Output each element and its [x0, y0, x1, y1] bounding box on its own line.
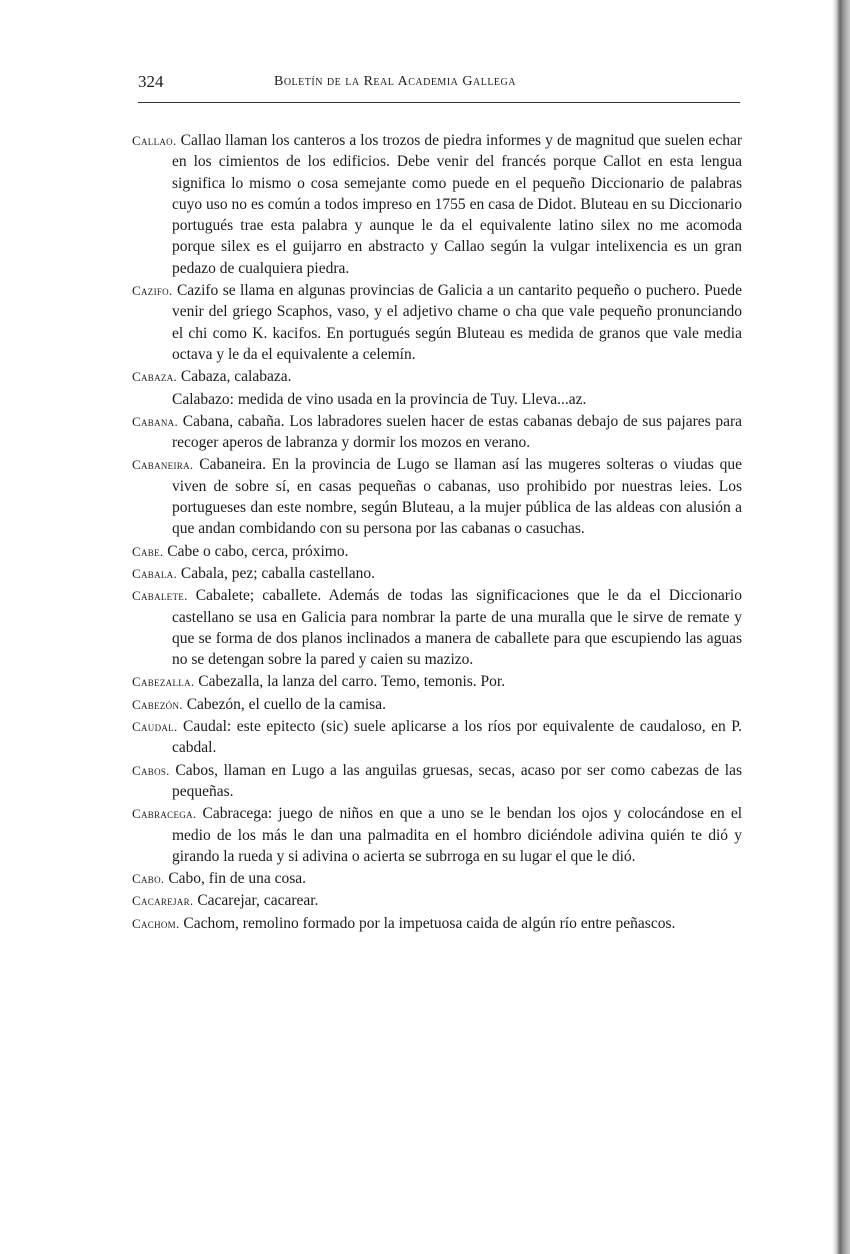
definition: Cabana, cabaña. Los labradores suelen hacer de estas cabanas debajo de sus pajares para recoger aperos de labranza y dormir los mozos en verano.: [172, 412, 743, 452]
entry-cacarejar: [132, 890, 742, 911]
headword: Cazifo.: [132, 283, 173, 299]
entry-cabalete: [132, 585, 742, 670]
entry-cabaza: [132, 366, 742, 387]
headword: Cabos.: [132, 762, 170, 778]
definition: Cabe o cabo, cerca, próximo.: [167, 542, 349, 560]
headword: Cabo.: [132, 871, 165, 887]
headword: Cachom.: [132, 915, 180, 931]
entry-callao: [132, 130, 742, 279]
entry-cabezalla: [132, 671, 742, 692]
entry-cabo: [132, 868, 742, 889]
entry-cabracega: [132, 803, 742, 867]
entry-cabezon: [132, 694, 742, 715]
definition: Cabezalla, la lanza del carro. Temo, temonis. Por.: [198, 673, 506, 691]
headword: Cabalete.: [132, 588, 188, 604]
headword: Cabaneira.: [132, 457, 194, 473]
headword: Cabala.: [132, 565, 178, 581]
definition: Cabezón, el cuello de la camisa.: [186, 695, 386, 713]
headword: Cabe.: [132, 543, 164, 559]
headword: Callao.: [132, 133, 177, 148]
headword: Cabezalla.: [132, 674, 195, 690]
headword: Cabracega.: [132, 806, 197, 822]
definition: Cabos, llaman en Lugo a las anguilas gruesas, secas, acaso por ser como cabezas de las pequeñas.: [172, 761, 743, 800]
definition: Caudal: este epitecto (sic) suele aplicarse a los ríos por equivalente de caudaloso, en P. cabdal.: [172, 718, 742, 757]
entry-cachom: [132, 913, 742, 934]
definition: Cachom, remolino formado por la impetuosa caida de algún río entre peñascos.: [183, 914, 676, 932]
entry-cabala: [132, 563, 742, 584]
entry-cabe: [132, 541, 742, 562]
definition: Cabaneira. En la provincia de Lugo se llaman así las mugeres solteras o viudas que viven de sobre sí, en casas pequeñas o cabanas, uso prohibido por nuestras leies. Los portugueses dan este nombre, según Bluteau, a la mujer pública de las aldeas con alusión a que andan combidando con su persona por las cabanas o casuchas.: [172, 456, 743, 538]
page-number: 324: [138, 72, 164, 91]
page-header: [138, 72, 740, 100]
dictionary-entries: [132, 130, 742, 935]
definition: Callao llaman los canteros a los trozos de piedra informes y de magnitud que suelen echar en los cimientos de los edificios. Debe venir del francés porque Callot en esta lengua significa lo mismo o cosa semejante como puede en el pequeño Diccionario de palabras cuyo uso no es común a todos impreso en 1755 en casa de Didot. Bluteau en su Diccionario portugués trae esta palabra y aunque le da el equivalente latino silex no me acomoda porque silex es el guijarro en abstracto y Callao según la vulgar intelixencia es un gran pedazo de cualquiera piedra.: [172, 132, 743, 277]
scan-edge: [832, 0, 850, 1254]
headword: Cabaza.: [132, 369, 178, 385]
entry-cabana: [132, 411, 742, 454]
headword: Cabezón.: [132, 696, 183, 712]
definition: Cazifo se llama en algunas provincias de Galicia a un cantarito pequeño o puchero. Puede venir del griego Scaphos, vaso, y el adjetivo chame o cha que vale pequeño pronunciando el chi como K. kacifos. En portugués según Bluteau es medida de granos que vale media octava y le da el equivalente a celemín.: [172, 282, 743, 363]
definition: Cabalete; caballete. Además de todas las significaciones que le da el Diccionario castellano se usa en Galicia para nombrar la parte de una muralla que le sirve de remate y que se forma de dos planos inclinados a manera de caballete para que escupiendo las aguas no se detengan sobre la pared y caien su mazizo.: [172, 587, 742, 669]
definition: Calabazo: medida de vino usada en la provincia de Tuy. Lleva...az.: [172, 390, 587, 408]
headword: Caudal.: [132, 719, 178, 735]
definition: Cacarejar, cacarear.: [197, 892, 319, 910]
entry-calabazo: [132, 389, 742, 410]
definition: Cabala, pez; caballa castellano.: [180, 564, 375, 582]
definition: Cabo, fin de una cosa.: [168, 870, 307, 888]
entry-cazifo: [132, 280, 742, 365]
headword: Cacarejar.: [132, 893, 194, 909]
definition: Cabaza, calabaza.: [180, 368, 292, 386]
header-rule: [138, 102, 740, 103]
definition: Cabracega: juego de niños en que a uno se le bendan los ojos y colocándose en el medio de los más le dan una palmadita en el hombro diciéndole adivina quién te dió y girando la rueda y si adivina o acierta se subrroga en su lugar el que le dió.: [172, 805, 742, 865]
entry-cabos: [132, 760, 742, 803]
running-title: Boletín de la Real Academia Gallega: [274, 74, 516, 89]
headword: Cabana.: [132, 413, 179, 429]
entry-cabaneira: [132, 454, 742, 539]
entry-caudal: [132, 716, 742, 759]
